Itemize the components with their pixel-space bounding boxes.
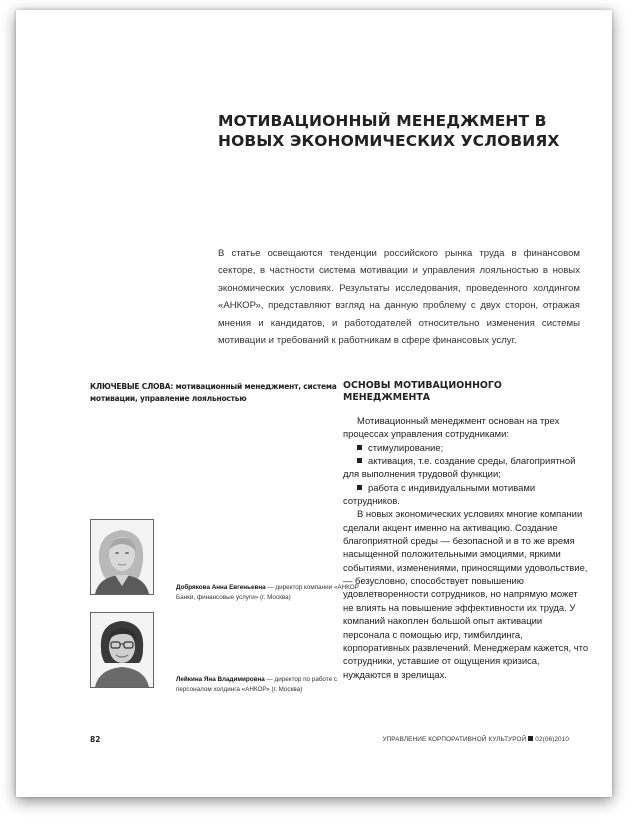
bullet-item xyxy=(343,482,589,509)
bullet-text: активация, т.е. создание среды, благоприятной для выполнения трудовой функции; xyxy=(343,456,576,481)
section-heading: ОСНОВЫ МОТИВАЦИОННОГО МЕНЕДЖМЕНТА xyxy=(343,380,502,403)
running-footer xyxy=(382,736,569,743)
square-separator-icon xyxy=(528,736,533,741)
bullet-item xyxy=(343,455,589,482)
page-number: 82 xyxy=(90,735,101,744)
author-role: — директор компании «АНКОР Банки, финансовые услуги» (г. Москва) xyxy=(176,584,359,601)
author-caption-dobryakova xyxy=(176,583,366,603)
author-name: Добрякова Анна Евгеньевна xyxy=(176,584,266,591)
keywords: КЛЮЧЕВЫЕ СЛОВА: мотивационный менеджмент, система мотивации, управление лояльностью xyxy=(90,382,337,403)
square-bullet-icon xyxy=(357,445,362,450)
journal-name: УПРАВЛЕНИЕ КОРПОРАТИВНОЙ КУЛЬТУРОЙ xyxy=(382,736,527,743)
section-paragraph: В новых экономических условиях многие компании сделали акцент именно на активацию. Создание благоприятной среды — безопасной и в то же время насыщенной положительными эмоциями, яркими событиями, изменениями, приносящими удовольствие, — безусловно, способствует повышению удовлетворенности сотрудников, но напрямую может не влиять на повышение эффективности их труда. У компаний накоплен большой опыт активации персонала с помощью игр, тимбилдинга, корпоративных развлечений. Менеджерам кажется, что сотрудники, уставшие от ощущения кризиса, нуждаются в зрелищах. xyxy=(343,509,589,681)
author-photo-dobryakova xyxy=(90,519,154,595)
bullet-item xyxy=(343,442,589,455)
issue-number: 02(06)2010 xyxy=(535,736,569,743)
bullet-text: работа с индивидуальными мотивами сотрудников. xyxy=(343,482,536,508)
square-bullet-icon xyxy=(357,485,362,490)
magazine-page xyxy=(16,10,612,797)
article-abstract: В статье освещаются тенденции российского рынка труда в финансовом секторе, в частности система мотивации и управления лояльностью в новых экономических условиях. Результаты исследования, проведенного холдингом «АНКОР», представляют взгляд на данную проблему с двух сторон, отражая мнения и кандидатов, и работодателей относительно изменения системы мотивации и требований к работникам в сфере финансовых услуг. xyxy=(218,248,580,347)
section-intro: Мотивационный менеджмент основан на трех процессах управления сотрудниками: xyxy=(343,416,560,441)
author-name: Лейкина Яна Владимировна xyxy=(176,676,265,683)
section-body xyxy=(343,415,589,682)
square-bullet-icon xyxy=(357,458,362,463)
author-caption-leykina xyxy=(176,675,366,695)
article-title: МОТИВАЦИОННЫЙ МЕНЕДЖМЕНТ В НОВЫХ ЭКОНОМИЧЕСКИХ УСЛОВИЯХ xyxy=(218,112,560,150)
bullet-text: стимулирование; xyxy=(368,442,444,454)
author-photo-leykina xyxy=(90,612,154,688)
author-role: — директор по работе с персоналом холдинга «АНКОР» (г. Москва) xyxy=(176,676,337,693)
